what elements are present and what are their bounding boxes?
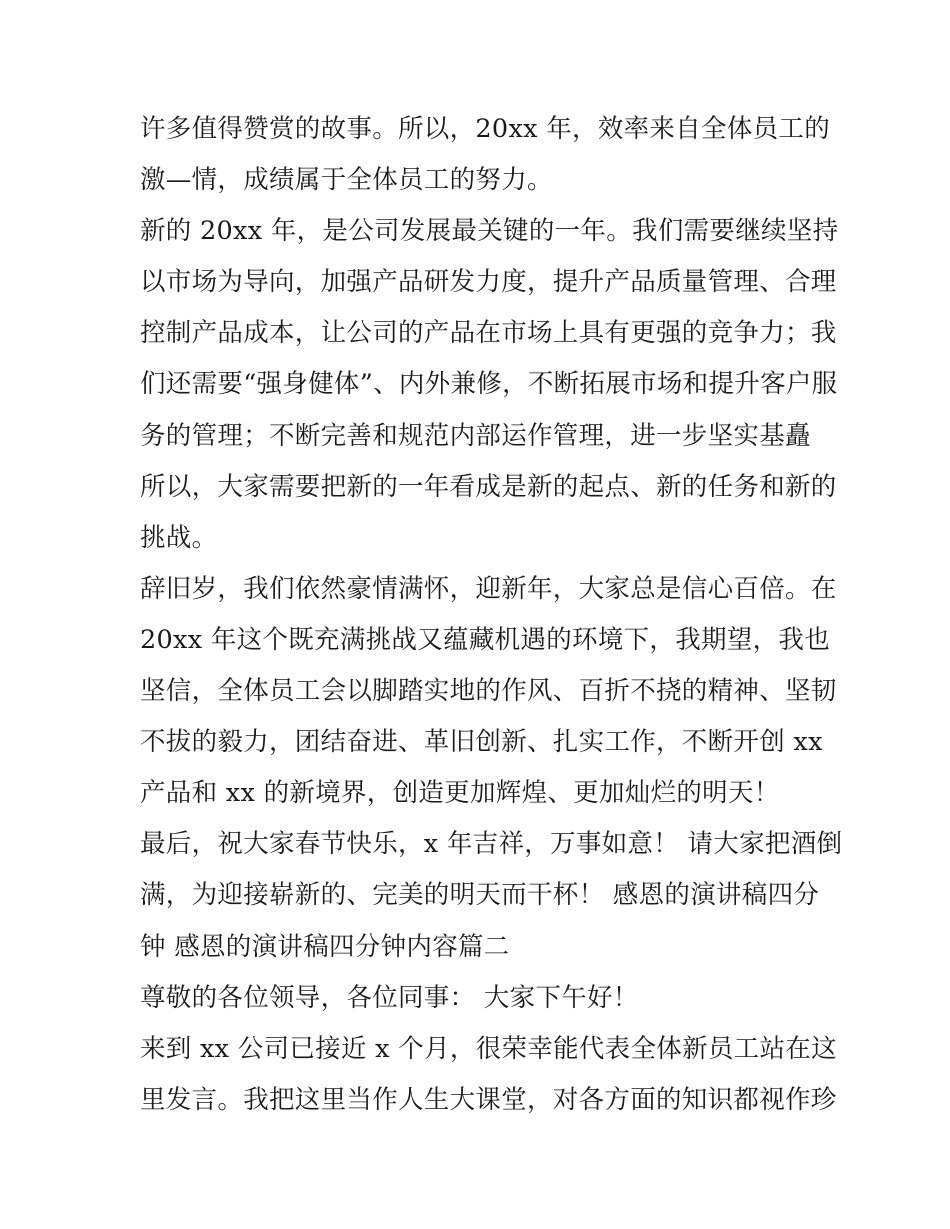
text-line: 产品和 xx 的新境界，创造更加辉煌、更加灿烂的明天！ — [140, 778, 780, 809]
text-line: 来到 xx 公司已接近 x 个月，很荣幸能代表全体新员工站在这 — [140, 1033, 837, 1064]
text-line: 尊敬的各位领导，各位同事： 大家下午好！ — [140, 982, 639, 1013]
text-line: 挑战。 — [140, 522, 218, 553]
text-line: 务的管理；不断完善和规范内部运作管理，进一步坚实基矗 — [140, 420, 811, 451]
text-line: 最后，祝大家春节快乐，x 年吉祥，万事如意！ 请大家把酒倒 — [140, 829, 843, 860]
text-line: 许多值得赞赏的故事。所以，20xx 年，效率来自全体员工的 — [140, 114, 831, 144]
text-line: 新的 20xx 年，是公司发展最关键的一年。我们需要继续坚持 — [140, 216, 839, 247]
text-line: 辞旧岁，我们依然豪情满怀，迎新年，大家总是信心百倍。在 — [140, 573, 837, 604]
document-body — [140, 104, 843, 1126]
text-line: 里发言。我把这里当作人生大课堂，对各方面的知识都视作珍 — [140, 1084, 837, 1115]
text-line: 们还需要“强身健体”、内外兼修，不断拓展市场和提升客户服 — [140, 369, 838, 400]
text-line: 激—情，成绩属于全体员工的努力。 — [140, 165, 553, 196]
text-line: 钟 感恩的演讲稿四分钟内容篇二 — [140, 931, 510, 962]
text-line: 所以，大家需要把新的一年看成是新的起点、新的任务和新的 — [140, 471, 837, 502]
text-line: 以市场为导向，加强产品研发力度，提升产品质量管理、合理 — [140, 267, 837, 298]
text-line: 坚信，全体员工会以脚踏实地的作风、百折不挠的精神、坚韧 — [140, 676, 837, 707]
text-line: 不拔的毅力，团结奋进、革旧创新、扎实工作，不断开创 xx — [140, 727, 823, 758]
text-line: 20xx 年这个既充满挑战又蕴藏机遇的环境下，我期望，我也 — [140, 624, 831, 655]
text-line: 满，为迎接崭新的、完美的明天而干杯！ 感恩的演讲稿四分 — [140, 880, 820, 911]
text-line: 控制产品成本，让公司的产品在市场上具有更强的竞争力；我 — [140, 318, 837, 349]
